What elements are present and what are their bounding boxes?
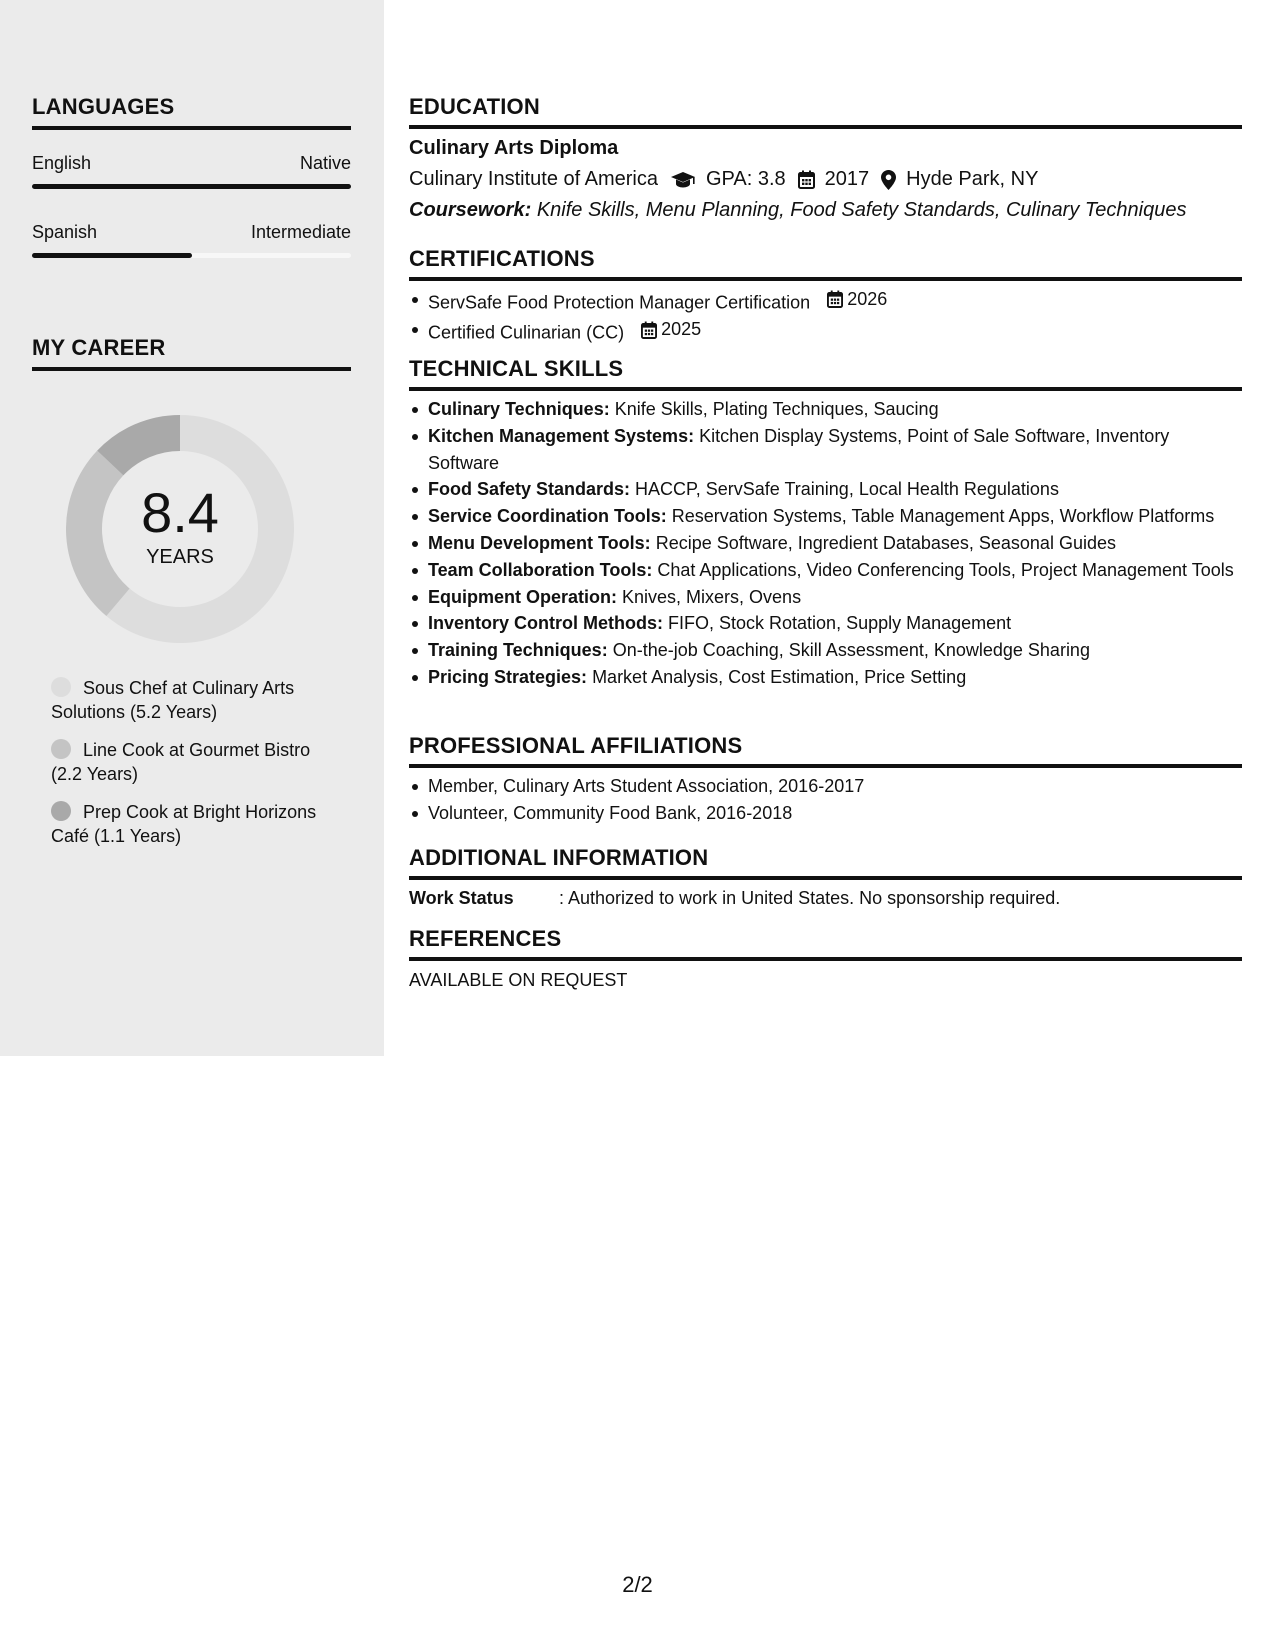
work-status (409, 888, 1060, 909)
skill-item (428, 423, 1242, 477)
skill-category: Training Techniques: (428, 640, 608, 661)
certification-item (428, 286, 1261, 316)
certification-name: Certified Culinarian (CC) (428, 322, 625, 343)
certification-name: ServSafe Food Protection Manager Certification (428, 292, 811, 313)
education-details (409, 168, 1038, 191)
skill-values: Chat Applications, Video Conferencing Tools, Project Management Tools (657, 559, 1234, 580)
language-name: English (32, 153, 92, 173)
skill-values: Recipe Software, Ingredient Databases, Seasonal Guides (655, 532, 1116, 553)
career-heading: MY CAREER (32, 335, 351, 371)
skill-item (428, 637, 1242, 664)
skill-category: Service Coordination Tools: (428, 506, 667, 527)
education-heading: EDUCATION (409, 94, 1242, 129)
skill-category: Food Safety Standards: (428, 479, 631, 500)
education-location: Hyde Park, NY (906, 168, 1039, 190)
language-name: Spanish (32, 222, 98, 242)
certification-date (641, 316, 701, 343)
language-level: Intermediate (250, 222, 351, 242)
technical-skills-heading: TECHNICAL SKILLS (409, 356, 1242, 391)
skill-values: HACCP, ServSafe Training, Local Health Regulations (635, 479, 1059, 500)
years-unit: YEARS (146, 545, 214, 568)
language-level: Native (299, 153, 351, 173)
skill-category: Team Collaboration Tools: (428, 559, 653, 580)
coursework (409, 199, 1186, 222)
career-legend-label: Sous Chef at Culinary Arts Solutions (5.2 Years) (51, 678, 295, 722)
skill-category: Equipment Operation: (428, 586, 617, 607)
legend-dot (51, 739, 71, 759)
skill-category: Menu Development Tools: (428, 532, 651, 553)
certification-year: 2026 (847, 289, 888, 309)
language-proficiency-bar-spanish (32, 253, 351, 258)
references-heading: REFERENCES (409, 926, 1242, 961)
calendar-icon (798, 170, 815, 189)
skill-category: Kitchen Management Systems: (428, 425, 695, 446)
references-text: AVAILABLE ON REQUEST (409, 970, 628, 990)
career-legend-item (51, 676, 341, 724)
degree-title: Culinary Arts Diploma (409, 137, 619, 159)
skill-item (428, 476, 1242, 503)
skill-item (428, 503, 1242, 530)
career-legend-item (51, 800, 341, 848)
skill-item (428, 557, 1242, 584)
total-years: 8.4 (141, 480, 219, 544)
career-legend-item (51, 738, 341, 786)
skill-values: Kitchen Display Systems, Point of Sale Software, Inventory Software (428, 425, 1170, 473)
graduation-cap-icon (670, 171, 696, 189)
calendar-icon (641, 321, 657, 339)
skill-category: Inventory Control Methods: (428, 613, 663, 634)
page-number: 2/2 (622, 1572, 653, 1597)
career-legend-label: Line Cook at Gourmet Bistro (2.2 Years) (51, 740, 311, 784)
school-name: Culinary Institute of America (409, 168, 658, 190)
graduation-year: 2017 (824, 168, 870, 190)
career-legend-label: Prep Cook at Bright Horizons Café (1.1 Years) (51, 802, 317, 846)
skill-item (428, 664, 1242, 691)
skill-values: On-the-job Coaching, Skill Assessment, Knowledge Sharing (612, 640, 1090, 661)
coursework-label: Coursework: (409, 199, 532, 221)
legend-dot (51, 801, 71, 821)
language-proficiency-fill (32, 184, 351, 189)
sidebar (0, 0, 384, 1056)
calendar-icon (827, 290, 843, 308)
skill-values: Knife Skills, Plating Techniques, Saucing (614, 399, 939, 419)
work-status-label: Work Status (409, 888, 514, 908)
skill-item (428, 584, 1242, 611)
affiliations-list (409, 773, 1261, 827)
language-proficiency-fill (32, 253, 192, 258)
donut-center (66, 415, 294, 643)
languages-heading: LANGUAGES (32, 94, 351, 130)
certification-date (827, 286, 887, 313)
gpa: GPA: 3.8 (706, 168, 786, 190)
skill-item (428, 396, 1242, 423)
additional-info-heading: ADDITIONAL INFORMATION (409, 845, 1242, 880)
skill-category: Culinary Techniques: (428, 399, 610, 419)
skill-values: FIFO, Stock Rotation, Supply Management (668, 613, 1012, 634)
coursework-value: Knife Skills, Menu Planning, Food Safety Standards, Culinary Techniques (536, 199, 1187, 221)
skill-values: Market Analysis, Cost Estimation, Price Setting (592, 666, 967, 687)
skill-item (428, 610, 1242, 637)
legend-dot (51, 677, 71, 697)
skill-category: Pricing Strategies: (428, 666, 588, 687)
skill-values: Knives, Mixers, Ovens (622, 586, 802, 607)
work-status-value: : Authorized to work in United States. No sponsorship required. (559, 888, 1061, 908)
skill-values: Reservation Systems, Table Management Apps, Workflow Platforms (671, 506, 1215, 527)
map-pin-icon (881, 170, 896, 190)
affiliations-heading: PROFESSIONAL AFFILIATIONS (409, 733, 1242, 768)
certification-item (428, 316, 1261, 346)
certifications-list (409, 286, 1261, 346)
affiliation-item: Member, Culinary Arts Student Association, 2016-2017 (428, 773, 1261, 800)
language-proficiency-bar-english (32, 184, 351, 189)
technical-skills-list (409, 396, 1242, 691)
career-donut-chart (66, 415, 294, 643)
skill-item (428, 530, 1242, 557)
certification-year: 2025 (661, 319, 702, 340)
affiliation-item: Volunteer, Community Food Bank, 2016-2018 (428, 800, 1261, 827)
certifications-heading: CERTIFICATIONS (409, 246, 1242, 281)
